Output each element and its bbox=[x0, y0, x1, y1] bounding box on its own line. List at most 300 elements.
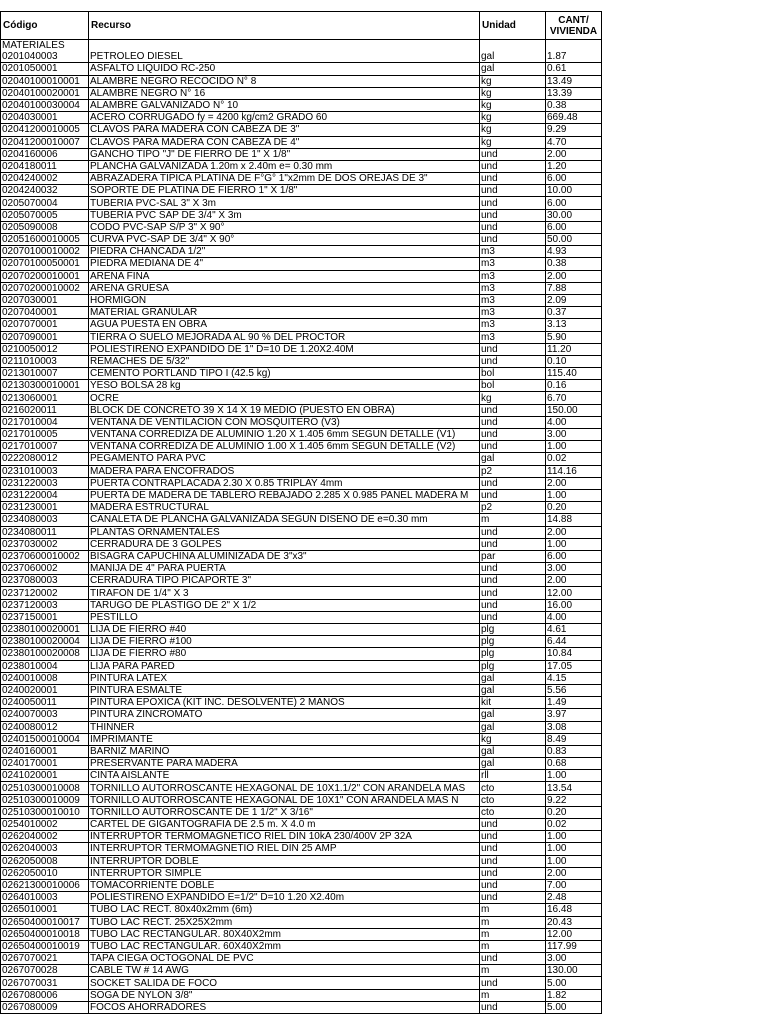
resource-cell: TARUGO DE PLASTIGO DE 2" X 1/2 bbox=[89, 599, 480, 611]
unit-cell: m bbox=[480, 928, 546, 940]
resource-cell: TUBERIA PVC-SAL 3" X 3m bbox=[89, 197, 480, 209]
quantity-cell: 4.00 bbox=[546, 416, 602, 428]
quantity-cell: 0.02 bbox=[546, 453, 602, 465]
quantity-cell: 4.00 bbox=[546, 611, 602, 623]
code-cell: 02070100010002 bbox=[1, 246, 89, 258]
resource-cell: PLANCHA GALVANIZADA 1.20m x 2.40m e= 0.30 mm bbox=[89, 160, 480, 172]
resource-cell: PUERTA CONTRAPLACADA 2.30 X 0.85 TRIPLAY 4mm bbox=[89, 477, 480, 489]
quantity-cell: 2.00 bbox=[546, 575, 602, 587]
unit-cell: und bbox=[480, 416, 546, 428]
resource-cell: VENTANA CORREDIZA DE ALUMINIO 1.00 X 1.405 6mm SEGUN DETALLE (V2) bbox=[89, 441, 480, 453]
code-cell: 02041200010007 bbox=[1, 136, 89, 148]
quantity-cell: 2.00 bbox=[546, 148, 602, 160]
code-cell: 0262050010 bbox=[1, 867, 89, 879]
unit-cell: p2 bbox=[480, 502, 546, 514]
unit-cell: plg bbox=[480, 636, 546, 648]
code-cell: 0265010001 bbox=[1, 904, 89, 916]
table-row bbox=[1, 87, 602, 99]
table-row bbox=[1, 989, 602, 1001]
resource-cell: TORNILLO AUTORROSCANTE HEXAGONAL DE 10X1.1/2" CON ARANDELA MAS bbox=[89, 782, 480, 794]
quantity-cell: 10.84 bbox=[546, 648, 602, 660]
table-row bbox=[1, 331, 602, 343]
unit-cell: und bbox=[480, 892, 546, 904]
unit-cell: und bbox=[480, 879, 546, 891]
resource-cell: CEMENTO PORTLAND TIPO I (42.5 kg) bbox=[89, 368, 480, 380]
unit-cell: und bbox=[480, 477, 546, 489]
table-row bbox=[1, 307, 602, 319]
resource-cell: BARNIZ MARINO bbox=[89, 745, 480, 757]
table-row bbox=[1, 733, 602, 745]
code-cell: 0234080011 bbox=[1, 526, 89, 538]
table-row bbox=[1, 867, 602, 879]
table-row bbox=[1, 441, 602, 453]
resource-cell: ASFALTO LIQUIDO RC-250 bbox=[89, 63, 480, 75]
quantity-cell: 0.38 bbox=[546, 258, 602, 270]
unit-cell: m bbox=[480, 916, 546, 928]
quantity-cell: 6.00 bbox=[546, 550, 602, 562]
unit-cell: rll bbox=[480, 770, 546, 782]
unit-cell: kit bbox=[480, 697, 546, 709]
table-row bbox=[1, 380, 602, 392]
quantity-cell: 1.00 bbox=[546, 831, 602, 843]
table-row bbox=[1, 721, 602, 733]
unit-cell: und bbox=[480, 831, 546, 843]
unit-cell: gal bbox=[480, 63, 546, 75]
quantity-cell: 6.00 bbox=[546, 173, 602, 185]
code-cell: 0234080003 bbox=[1, 514, 89, 526]
unit-cell: gal bbox=[480, 709, 546, 721]
quantity-cell: 1.49 bbox=[546, 697, 602, 709]
code-cell: 0254010002 bbox=[1, 819, 89, 831]
code-cell: 0207030001 bbox=[1, 294, 89, 306]
section-empty-resource bbox=[89, 40, 480, 52]
quantity-cell: 14.88 bbox=[546, 514, 602, 526]
unit-cell: kg bbox=[480, 136, 546, 148]
unit-cell: p2 bbox=[480, 465, 546, 477]
resource-cell: HORMIGON bbox=[89, 294, 480, 306]
table-row bbox=[1, 489, 602, 501]
table-row bbox=[1, 940, 602, 952]
table-row bbox=[1, 209, 602, 221]
unit-cell: gal bbox=[480, 745, 546, 757]
resource-cell: CANALETA DE PLANCHA GALVANIZADA SEGUN DISEÑO DE e=0.30 mm bbox=[89, 514, 480, 526]
resource-cell: CARTEL DE GIGANTOGRAFIA DE 2.5 m. X 4.0 m bbox=[89, 819, 480, 831]
code-cell: 0264010003 bbox=[1, 892, 89, 904]
resource-cell: MADERA PARA ENCOFRADOS bbox=[89, 465, 480, 477]
quantity-cell: 16.00 bbox=[546, 599, 602, 611]
table-row bbox=[1, 136, 602, 148]
resource-cell: PESTILLO bbox=[89, 611, 480, 623]
code-cell: 02380100020008 bbox=[1, 648, 89, 660]
resource-cell: PETROLEO DIESEL bbox=[89, 51, 480, 63]
unit-cell: m3 bbox=[480, 331, 546, 343]
table-row bbox=[1, 843, 602, 855]
table-row bbox=[1, 514, 602, 526]
resource-cell: SOGA DE NYLON 3/8" bbox=[89, 989, 480, 1001]
resource-cell: GANCHO TIPO "J" DE FIERRO DE 1" X 1/8" bbox=[89, 148, 480, 160]
table-row bbox=[1, 355, 602, 367]
quantity-cell: 7.88 bbox=[546, 282, 602, 294]
code-cell: 02650400010017 bbox=[1, 916, 89, 928]
unit-cell: und bbox=[480, 575, 546, 587]
code-cell: 02040100010001 bbox=[1, 75, 89, 87]
unit-cell: und bbox=[480, 441, 546, 453]
quantity-cell: 114.16 bbox=[546, 465, 602, 477]
table-row bbox=[1, 806, 602, 818]
code-cell: 02041200010005 bbox=[1, 124, 89, 136]
resource-cell: PINTURA EPOXICA (KIT INC. DESOLVENTE) 2 MANOS bbox=[89, 697, 480, 709]
code-cell: 0207090001 bbox=[1, 331, 89, 343]
table-row bbox=[1, 831, 602, 843]
table-row bbox=[1, 977, 602, 989]
unit-cell: gal bbox=[480, 453, 546, 465]
resource-cell: PINTURA ESMALTE bbox=[89, 684, 480, 696]
code-cell: 0210050012 bbox=[1, 343, 89, 355]
code-cell: 0204180011 bbox=[1, 160, 89, 172]
unit-cell: kg bbox=[480, 112, 546, 124]
quantity-cell: 4.15 bbox=[546, 672, 602, 684]
code-cell: 0222080012 bbox=[1, 453, 89, 465]
code-cell: 0207070001 bbox=[1, 319, 89, 331]
table-row bbox=[1, 392, 602, 404]
quantity-cell: 7.00 bbox=[546, 879, 602, 891]
unit-cell: kg bbox=[480, 733, 546, 745]
quantity-cell: 0.20 bbox=[546, 806, 602, 818]
code-cell: 0231010003 bbox=[1, 465, 89, 477]
unit-cell: und bbox=[480, 209, 546, 221]
table-row bbox=[1, 624, 602, 636]
unit-cell: und bbox=[480, 343, 546, 355]
table-row bbox=[1, 75, 602, 87]
unit-cell: m bbox=[480, 514, 546, 526]
section-row bbox=[1, 40, 602, 52]
code-cell: 02040100020001 bbox=[1, 87, 89, 99]
table-row bbox=[1, 892, 602, 904]
quantity-cell: 1.00 bbox=[546, 441, 602, 453]
code-cell: 02650400010018 bbox=[1, 928, 89, 940]
unit-cell: m3 bbox=[480, 258, 546, 270]
quantity-cell: 669.48 bbox=[546, 112, 602, 124]
resource-cell: LIJA DE FIERRO #100 bbox=[89, 636, 480, 648]
quantity-cell: 0.02 bbox=[546, 819, 602, 831]
resource-cell: TUBO LAC RECTANGULAR. 80X40X2mm bbox=[89, 928, 480, 940]
code-cell: 0267080009 bbox=[1, 1001, 89, 1013]
resource-cell: CERRADURA TIPO PICAPORTE 3" bbox=[89, 575, 480, 587]
quantity-cell: 3.97 bbox=[546, 709, 602, 721]
table-row bbox=[1, 502, 602, 514]
code-cell: 0213060001 bbox=[1, 392, 89, 404]
table-row bbox=[1, 684, 602, 696]
table-row bbox=[1, 672, 602, 684]
resource-cell: PRESERVANTE PARA MADERA bbox=[89, 758, 480, 770]
quantity-cell: 16.48 bbox=[546, 904, 602, 916]
table-row bbox=[1, 160, 602, 172]
table-row bbox=[1, 197, 602, 209]
quantity-cell: 0.61 bbox=[546, 63, 602, 75]
code-cell: 0204160006 bbox=[1, 148, 89, 160]
table-row bbox=[1, 538, 602, 550]
resource-cell: TORNILLO AUTORROSCANTE DE 1 1/2" X 3/16" bbox=[89, 806, 480, 818]
unit-cell: und bbox=[480, 197, 546, 209]
table-row bbox=[1, 745, 602, 757]
code-cell: 0231220003 bbox=[1, 477, 89, 489]
quantity-cell: 1.00 bbox=[546, 489, 602, 501]
resource-cell: INTERRUPTOR TERMOMAGNETICO RIEL DIN 10kA 230/400V 2P 32A bbox=[89, 831, 480, 843]
resource-cell: THINNER bbox=[89, 721, 480, 733]
resource-cell: CLAVOS PARA MADERA CON CABEZA DE 4" bbox=[89, 136, 480, 148]
unit-cell: und bbox=[480, 977, 546, 989]
quantity-cell: 1.00 bbox=[546, 855, 602, 867]
code-cell: 02380100020001 bbox=[1, 624, 89, 636]
table-row bbox=[1, 477, 602, 489]
table-row bbox=[1, 429, 602, 441]
table-row bbox=[1, 587, 602, 599]
unit-cell: bol bbox=[480, 368, 546, 380]
code-cell: 02621300010006 bbox=[1, 879, 89, 891]
code-cell: 02510300010010 bbox=[1, 806, 89, 818]
table-row bbox=[1, 611, 602, 623]
code-cell: 0238010004 bbox=[1, 660, 89, 672]
unit-cell: und bbox=[480, 173, 546, 185]
code-cell: 0201040003 bbox=[1, 51, 89, 63]
resource-cell: TUBO LAC RECTANGULAR. 60X40X2mm bbox=[89, 940, 480, 952]
resource-cell: TUBO LAC RECT. 80x40x2mm (6m) bbox=[89, 904, 480, 916]
resource-cell: TIRAFON DE 1/4" X 3 bbox=[89, 587, 480, 599]
table-row bbox=[1, 855, 602, 867]
unit-cell: plg bbox=[480, 660, 546, 672]
code-cell: 02051600010005 bbox=[1, 234, 89, 246]
quantity-cell: 2.00 bbox=[546, 270, 602, 282]
code-cell: 0267070028 bbox=[1, 965, 89, 977]
quantity-cell: 2.09 bbox=[546, 294, 602, 306]
resource-cell: PLANTAS ORNAMENTALES bbox=[89, 526, 480, 538]
table-row bbox=[1, 928, 602, 940]
resource-cell: YESO BOLSA 28 kg bbox=[89, 380, 480, 392]
quantity-cell: 9.22 bbox=[546, 794, 602, 806]
code-cell: 0217010007 bbox=[1, 441, 89, 453]
code-cell: 0240050011 bbox=[1, 697, 89, 709]
table-row bbox=[1, 258, 602, 270]
unit-cell: und bbox=[480, 489, 546, 501]
code-cell: 0204030001 bbox=[1, 112, 89, 124]
resource-cell: BLOCK DE CONCRETO 39 X 14 X 19 MEDIO (PUESTO EN OBRA) bbox=[89, 404, 480, 416]
unit-cell: gal bbox=[480, 721, 546, 733]
unit-cell: m3 bbox=[480, 246, 546, 258]
table-row bbox=[1, 709, 602, 721]
code-cell: 0240070003 bbox=[1, 709, 89, 721]
quantity-cell: 1.87 bbox=[546, 51, 602, 63]
section-empty-qty bbox=[546, 40, 602, 52]
code-cell: 0231220004 bbox=[1, 489, 89, 501]
resource-cell: TUBO LAC RECT. 25X25X2mm bbox=[89, 916, 480, 928]
unit-cell: cto bbox=[480, 794, 546, 806]
resource-cell: CURVA PVC-SAP DE 3/4" X 90° bbox=[89, 234, 480, 246]
table-row bbox=[1, 99, 602, 111]
unit-cell: und bbox=[480, 429, 546, 441]
table-row bbox=[1, 965, 602, 977]
section-label: MATERIALES bbox=[1, 40, 89, 52]
header-quantity bbox=[546, 12, 602, 40]
materials-table bbox=[0, 11, 602, 1014]
unit-cell: gal bbox=[480, 672, 546, 684]
resource-cell: POLIESTIRENO EXPANDIDO E=1/2" D=10 1.20 X2.40m bbox=[89, 892, 480, 904]
table-row bbox=[1, 916, 602, 928]
unit-cell: kg bbox=[480, 75, 546, 87]
resource-cell: MATERIAL GRANULAR bbox=[89, 307, 480, 319]
quantity-cell: 4.70 bbox=[546, 136, 602, 148]
quantity-cell: 130.00 bbox=[546, 965, 602, 977]
code-cell: 02130300010001 bbox=[1, 380, 89, 392]
resource-cell: PINTURA LATEX bbox=[89, 672, 480, 684]
resource-cell: CLAVOS PARA MADERA CON CABEZA DE 3" bbox=[89, 124, 480, 136]
quantity-cell: 3.08 bbox=[546, 721, 602, 733]
table-row bbox=[1, 758, 602, 770]
quantity-cell: 2.00 bbox=[546, 477, 602, 489]
code-cell: 0240170001 bbox=[1, 758, 89, 770]
unit-cell: m bbox=[480, 965, 546, 977]
quantity-cell: 4.93 bbox=[546, 246, 602, 258]
resource-cell: VENTANA DE VENTILACION CON MOSQUITERO (V3) bbox=[89, 416, 480, 428]
quantity-cell: 6.00 bbox=[546, 221, 602, 233]
unit-cell: m bbox=[480, 904, 546, 916]
resource-cell: LIJA DE FIERRO #80 bbox=[89, 648, 480, 660]
resource-cell: ACERO CORRUGADO fy = 4200 kg/cm2 GRADO 60 bbox=[89, 112, 480, 124]
code-cell: 0237120002 bbox=[1, 587, 89, 599]
unit-cell: und bbox=[480, 843, 546, 855]
table-row bbox=[1, 51, 602, 63]
header-quantity-line2: VIVIENDA bbox=[549, 25, 598, 37]
unit-cell: gal bbox=[480, 684, 546, 696]
resource-cell: TOMACORRIENTE DOBLE bbox=[89, 879, 480, 891]
unit-cell: und bbox=[480, 1001, 546, 1013]
quantity-cell: 13.49 bbox=[546, 75, 602, 87]
resource-cell: TUBERIA PVC SAP DE 3/4" X 3m bbox=[89, 209, 480, 221]
quantity-cell: 20.43 bbox=[546, 916, 602, 928]
header-row bbox=[1, 12, 602, 40]
table-row bbox=[1, 1001, 602, 1013]
unit-cell: kg bbox=[480, 87, 546, 99]
quantity-cell: 10.00 bbox=[546, 185, 602, 197]
unit-cell: m bbox=[480, 940, 546, 952]
table-row bbox=[1, 368, 602, 380]
unit-cell: und bbox=[480, 599, 546, 611]
quantity-cell: 3.00 bbox=[546, 429, 602, 441]
quantity-cell: 12.00 bbox=[546, 928, 602, 940]
code-cell: 0262040003 bbox=[1, 843, 89, 855]
resource-cell: SOCKET SALIDA DE FOCO bbox=[89, 977, 480, 989]
materials-sheet bbox=[0, 11, 601, 1014]
code-cell: 0231230001 bbox=[1, 502, 89, 514]
table-row bbox=[1, 770, 602, 782]
code-cell: 0240080012 bbox=[1, 721, 89, 733]
table-row bbox=[1, 343, 602, 355]
quantity-cell: 0.38 bbox=[546, 99, 602, 111]
code-cell: 0217010005 bbox=[1, 429, 89, 441]
resource-cell: PINTURA ZINCROMATO bbox=[89, 709, 480, 721]
unit-cell: gal bbox=[480, 758, 546, 770]
table-row bbox=[1, 563, 602, 575]
table-row bbox=[1, 294, 602, 306]
table-header bbox=[1, 12, 602, 40]
resource-cell: SOPORTE DE PLATINA DE FIERRO 1" X 1/8" bbox=[89, 185, 480, 197]
unit-cell: und bbox=[480, 867, 546, 879]
unit-cell: kg bbox=[480, 392, 546, 404]
header-unit: Unidad bbox=[480, 12, 546, 40]
unit-cell: m bbox=[480, 989, 546, 1001]
resource-cell: ARENA FINA bbox=[89, 270, 480, 282]
unit-cell: m3 bbox=[480, 307, 546, 319]
code-cell: 0240010008 bbox=[1, 672, 89, 684]
section-empty-unit bbox=[480, 40, 546, 52]
resource-cell: LIJA PARA PARED bbox=[89, 660, 480, 672]
resource-cell: TORNILLO AUTORROSCANTE HEXAGONAL DE 10X1" CON ARANDELA MAS N bbox=[89, 794, 480, 806]
code-cell: 0211010003 bbox=[1, 355, 89, 367]
table-row bbox=[1, 879, 602, 891]
unit-cell: und bbox=[480, 819, 546, 831]
table-row bbox=[1, 173, 602, 185]
table-row bbox=[1, 404, 602, 416]
quantity-cell: 0.16 bbox=[546, 380, 602, 392]
unit-cell: cto bbox=[480, 782, 546, 794]
table-row bbox=[1, 819, 602, 831]
unit-cell: m3 bbox=[480, 270, 546, 282]
code-cell: 02650400010019 bbox=[1, 940, 89, 952]
code-cell: 0205070004 bbox=[1, 197, 89, 209]
resource-cell: PIEDRA MEDIANA DE 4" bbox=[89, 258, 480, 270]
code-cell: 0205090008 bbox=[1, 221, 89, 233]
code-cell: 0216020011 bbox=[1, 404, 89, 416]
code-cell: 0267070021 bbox=[1, 953, 89, 965]
code-cell: 02070100050001 bbox=[1, 258, 89, 270]
quantity-cell: 5.00 bbox=[546, 977, 602, 989]
code-cell: 02370600010002 bbox=[1, 550, 89, 562]
code-cell: 0205070005 bbox=[1, 209, 89, 221]
unit-cell: bol bbox=[480, 380, 546, 392]
code-cell: 0262040002 bbox=[1, 831, 89, 843]
resource-cell: MADERA ESTRUCTURAL bbox=[89, 502, 480, 514]
unit-cell: und bbox=[480, 355, 546, 367]
table-row bbox=[1, 660, 602, 672]
resource-cell: TAPA CIEGA OCTOGONAL DE PVC bbox=[89, 953, 480, 965]
quantity-cell: 2.48 bbox=[546, 892, 602, 904]
resource-cell: ALAMBRE GALVANIZADO N° 10 bbox=[89, 99, 480, 111]
resource-cell: MANIJA DE 4" PARA PUERTA bbox=[89, 563, 480, 575]
unit-cell: und bbox=[480, 185, 546, 197]
code-cell: 02070200010001 bbox=[1, 270, 89, 282]
quantity-cell: 2.00 bbox=[546, 867, 602, 879]
table-row bbox=[1, 575, 602, 587]
resource-cell: CINTA AISLANTE bbox=[89, 770, 480, 782]
table-row bbox=[1, 234, 602, 246]
table-row bbox=[1, 550, 602, 562]
code-cell: 02070200010002 bbox=[1, 282, 89, 294]
quantity-cell: 0.37 bbox=[546, 307, 602, 319]
resource-cell: BISAGRA CAPUCHINA ALUMINIZADA DE 3"x3" bbox=[89, 550, 480, 562]
table-row bbox=[1, 648, 602, 660]
code-cell: 0262050008 bbox=[1, 855, 89, 867]
table-row bbox=[1, 782, 602, 794]
resource-cell: CABLE TW # 14 AWG bbox=[89, 965, 480, 977]
code-cell: 0201050001 bbox=[1, 63, 89, 75]
table-row bbox=[1, 63, 602, 75]
table-body bbox=[1, 40, 602, 1014]
resource-cell: IMPRIMANTE bbox=[89, 733, 480, 745]
table-row bbox=[1, 282, 602, 294]
quantity-cell: 1.82 bbox=[546, 989, 602, 1001]
code-cell: 0207040001 bbox=[1, 307, 89, 319]
table-row bbox=[1, 270, 602, 282]
quantity-cell: 8.49 bbox=[546, 733, 602, 745]
